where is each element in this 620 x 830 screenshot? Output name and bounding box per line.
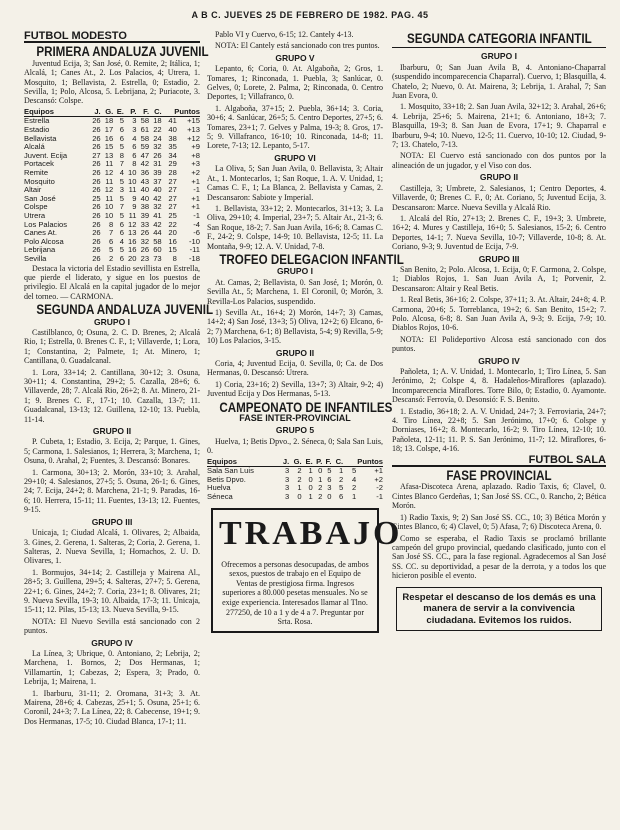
stat-cell: 28	[168, 168, 177, 177]
stat-cell: 16	[128, 245, 137, 255]
team-name-cell: San José	[24, 193, 56, 203]
title-campeonato-de-infantiles: CAMPEONATO DE INFANTILES	[219, 399, 393, 415]
group-heading: GRUPO IV	[91, 637, 133, 648]
stat-cell: +13	[187, 125, 200, 135]
team-name-cell: Canes At.	[24, 228, 57, 238]
stat-cell: 26	[92, 228, 101, 238]
stat-cell: 47	[140, 150, 150, 160]
stat-cell: 35	[168, 142, 177, 152]
stat-cell: 42	[140, 159, 150, 169]
stat-cell: 26	[153, 150, 162, 160]
stat-cell: 12	[128, 219, 137, 229]
stat-cell: 39	[140, 210, 150, 220]
team-name-cell: Colspe	[24, 202, 48, 212]
stat-cell: 37	[153, 176, 162, 186]
stat-cell: 6	[109, 236, 114, 246]
stat-cell: 42	[153, 193, 162, 203]
group-heading: GRUPO I	[277, 266, 313, 277]
group-note: NOTA: El Nuevo Sevilla está sancionado con 2 puntos.	[24, 616, 200, 636]
stat-cell: 3	[119, 185, 124, 195]
stat-cell: +2	[374, 474, 383, 484]
ad-body: Ofrecemos a personas desocupadas, de ambos sexos, puestos de trabajo en el Equipo de Ventas de prestigiosa firma. Ingresos superiores a 80.000 pesetas mensuales. No se exige experiencia. Interesados llamar al Tlno. 277250, de 10 a 1 y de 4 a 7. Preguntar por Srta. Rosa.	[221, 559, 369, 627]
stat-cell: 6	[338, 492, 344, 502]
stat-cell: 15	[104, 142, 114, 152]
stat-cell: 8	[132, 159, 137, 169]
stat-cell: 23	[140, 253, 150, 263]
stat-cell: 41	[168, 116, 177, 126]
stat-cell: 5	[119, 193, 124, 203]
header-cell: F.	[137, 108, 150, 117]
team-name-cell: Alcalá	[24, 142, 45, 152]
team-name-cell: Estrella	[24, 116, 50, 126]
stat-cell: 20	[168, 228, 177, 238]
stat-cell: 10	[128, 168, 137, 177]
group-classification: 1. Real Betis, 36+16; 2. Colspe, 37+11; 3. At. Altair, 24+8; 4. P. Carmona, 20+6; 5. Torreblanca, 19+2; 6. San Benito, 15+2; 7. Polo. Alcosa, 6-8; 8. San Juan Avila A, 9-3; 9. Ecija, 7-9; 10. Diablos Rojos, 10-6.	[392, 295, 606, 333]
stat-cell: 1	[297, 483, 302, 493]
stat-cell: 10	[128, 176, 137, 186]
stat-cell: 5	[109, 245, 114, 255]
stat-cell: 17	[104, 125, 114, 135]
stat-cell: +12	[187, 133, 200, 143]
stat-cell: -18	[189, 253, 200, 263]
stat-cell: 26	[92, 125, 101, 135]
group-classification: 1. Bormujos, 34+14; 2. Castilleja y Mairena Al., 28+5; 3. Guillena, 29+5; 4. Salteras, 27+7; 5. Gerena, 22+1; 6. Gines, 24+2; 7. Coria, 23+1; 8. Olivares, 21; 9. Nueva Sevilla, 19-3; 10. Albaida, 17-3; 11. Unicaja, 15-11; 12. Pilas, 15-13; 13. Nueva Sevilla, 9-15.	[24, 567, 200, 615]
stat-cell: -10	[189, 236, 200, 246]
group-classification: 1. Estadio, 36+18; 2. A. V. Unidad, 24+7; 3. Ferroviaria, 24+7; 4. Tiro Línea, 22+8; 5. San Jerónimo, 17+0; 6. Colspe y Dorniases, 16+2; 8. Montecarlo, 16-2; 9. Tiro Línea, 12-10; 10. Pañoleta, 12-11; 11. P. S. San Jerónimo, 11-7; 12. Miraflores, 6-18; 13. Colspe, 4-16.	[392, 406, 606, 454]
title-segunda-categoria-infantil: SEGUNDA CATEGORIA INFANTIL	[406, 31, 592, 46]
job-advertisement	[211, 508, 403, 633]
stat-cell: 29	[168, 159, 177, 169]
group-heading: GRUPO III	[478, 253, 520, 264]
table-row	[207, 476, 383, 485]
group-results-text: Castilblanco, 0; Osuna, 2. C. D. Brenes, 2; Alcalá Rio, 1; Estrella, 0. Brenes C. F., 1; Villaverde, 1; Lora, 1; Constantina, 2; Palmete, 1; At. Minero, 1; Cantillana, 0. Guadalcanal.	[24, 327, 200, 366]
stat-cell: -1	[376, 492, 383, 502]
header-cell: J.	[88, 108, 101, 117]
stat-cell: 27	[168, 193, 177, 203]
stat-cell: 4	[351, 474, 357, 484]
section-futbol-modesto: FUTBOL MODESTO	[24, 32, 200, 43]
stat-cell: 26	[92, 236, 101, 246]
group-note: NOTA: El Cuervo está sancionado con dos puntos por la alineación de un jugador, y el Viso con dos.	[392, 151, 606, 170]
stat-cell: 32	[140, 236, 150, 246]
header-cell: C.	[331, 458, 343, 467]
stat-cell: 25	[168, 210, 177, 220]
stat-cell: 1	[351, 492, 357, 502]
group-results-text: La Línea, 3; Ubrique, 0. Antoniano, 2; Lebrija, 2; Marchena, 1. Bornos, 2; Dos Hermanas, 1; Villamartín, 1; Cabezas, 2; Espera, 3; Prado, 0. Lebrija, 1; Mairena, 1.	[24, 648, 200, 687]
stat-cell: 0	[297, 492, 302, 502]
stat-cell: 34	[168, 150, 177, 160]
header-cell: G.	[101, 108, 114, 117]
stat-cell: 27	[168, 176, 177, 186]
stat-cell: 26	[92, 245, 101, 255]
stat-cell: 26	[92, 219, 101, 229]
stat-cell: 26	[92, 159, 101, 169]
stat-cell: 42	[153, 219, 162, 229]
team-name-cell: Mosquito	[24, 176, 55, 186]
stat-cell: 10	[104, 202, 114, 212]
group-classification: 1. Carmona, 30+13; 2. Morón, 33+10; 3. Arahal, 29+10; 4. Salesianos, 27+5; 5. Osuna, 26-1; 6. Gines, 24; 7. Ecija, 24+2; 8. Marchena, 21-1; 9. Paradas, 16-6; 10. Herrera, 15-11; 11. Fuentes, 13-13; 12. Fuentes, 9-15.	[24, 467, 200, 515]
group-results-text: San Benito, 2; Polo. Alcosa, 1. Ecija, 0; F. Carmona, 2. Colspe, 1; Diablos Rojos, 1. San Juan Avila A, 1; Porvenir, 2. Descansaron: Altair y Real Betis.	[392, 264, 606, 293]
stat-cell: 40	[153, 185, 162, 195]
team-name-cell: Betis Dpvo.	[207, 474, 246, 484]
stat-cell: 2	[318, 492, 323, 502]
stat-cell: 9	[132, 202, 137, 212]
group-heading: GRUPO III	[91, 516, 133, 527]
group-heading: GRUPO II	[275, 347, 315, 358]
standings-table	[24, 108, 200, 264]
stat-cell: -2	[376, 483, 383, 493]
championship-body	[207, 467, 383, 502]
group-results-text: La Oliva, 5; San Juan Avila, 0. Bellavista, 3; Altair At., 1. Montecarlos, 1; San Roque, 1. A. V. Unidad, 1; Camas C. F., 1; La Blanca, 2. Bellavista y Camas, 2. Descansaron: Sabiote y Imperial.	[207, 164, 383, 202]
stat-cell: 7	[119, 202, 124, 212]
stat-cell: 33	[140, 219, 150, 229]
team-name-cell: Sevilla	[24, 253, 47, 263]
stat-cell: 4	[132, 133, 137, 143]
group-heading: GRUPO V	[275, 52, 315, 63]
group-results-text: Coria, 4; Juventud Ecija, 0. Sevilla, 0; Ca. de Dos Hermanas, 0. Descansó: Utrera.	[207, 359, 383, 378]
stat-cell: 11	[128, 210, 137, 220]
stat-cell: 3	[285, 474, 290, 484]
table-row	[207, 484, 383, 493]
group-results-text: Castilleja, 3; Umbrete, 2. Salesianos, 1; Centro Deportes, 4. Villaverde, 0; Brenes C. F., 0; At. Coriano, 5; Juventud Ecija, 3. Descansaron: Marce. Nueva Sevilla y Alcalá Rio.	[392, 183, 606, 212]
stat-cell: 26	[92, 202, 101, 212]
stat-cell: 25	[92, 193, 101, 203]
stat-cell: 26	[140, 228, 150, 238]
phase-subtitle: FASE INTER-PROVINCIAL	[239, 413, 351, 424]
stat-cell: 60	[153, 245, 162, 255]
stat-cell: +1	[191, 202, 200, 212]
header-cell: Puntos	[343, 458, 383, 467]
championship-standings-table	[207, 458, 383, 502]
stat-cell: 6	[119, 133, 124, 143]
group-heading: GRUPO II	[479, 172, 519, 183]
group-results-text: P. Cubeta, 1; Estadio, 3. Ecija, 2; Parque, 1. Gines, 5; Carmona, 1. Salesianos, 1; Herrera, 3; Marchena, 1; Osuna, 0. Arahal, 2; Fuentes, 3. Descansó: Bonares.	[24, 437, 200, 466]
group-results-text: Pañoleta, 1; A. V. Unidad, 1. Montecarlo, 1; Tiro Línea, 5. San Jerónimo, 2; Colspe 4, 8. Hadaleños-Miraflores (aplazado). Incomparecencia Miraflores. Torre Bilo, 0; Estadio, 0. Ayamonte. Descansó: Ferrovía, 0. Desonsió: F. S. Benito.	[392, 367, 606, 405]
stat-cell: 5	[338, 483, 344, 493]
stat-cell: 58	[153, 236, 162, 246]
stat-cell: 22	[168, 219, 177, 229]
stat-cell: 12	[104, 168, 114, 177]
stat-cell: +15	[187, 116, 200, 126]
stat-cell: 6	[132, 150, 137, 160]
group-heading: GRUPO I	[94, 316, 130, 327]
stat-cell: 16	[128, 236, 137, 246]
stat-cell: 11	[105, 159, 114, 169]
team-name-cell: Estadio	[24, 125, 50, 135]
header-cell: G.	[289, 458, 301, 467]
ad-headline: TRABAJO	[219, 514, 403, 552]
stat-cell: 59	[140, 142, 150, 152]
stat-cell: 73	[153, 253, 162, 263]
stat-cell: 5	[119, 210, 124, 220]
group-results-text: At. Camas, 2; Bellavista, 0. San José, 1; Morón, 0. Sevilla At., 5; Marchena, 1. El Coronil, 0; Morón, 3. Revilla-Los Palacios, suspendido.	[207, 277, 383, 306]
team-name-cell: Huelva	[207, 483, 231, 493]
header-cell: Equipos	[207, 458, 279, 467]
stat-cell: 10	[104, 210, 114, 220]
stat-cell: 13	[104, 150, 114, 160]
stat-cell: 6	[119, 125, 124, 135]
team-name-cell: Lebrijana	[24, 245, 56, 255]
page-header: A B C. JUEVES 25 DE FEBRERO DE 1982. PAG. 45	[191, 10, 429, 20]
group-results-text: Lepanto, 6; Coria, 0. At. Algaboña, 2; Gros, 1. Tomares, 1; Rinconada, 1. Puebla, 3; Sanlúcar, 0. Gelves, 0; Lorete, 2. Palma, 2; Rinconada, 0. Centro Deportes, 1; Villafranco, 0.	[207, 64, 383, 102]
stat-cell: +1	[191, 193, 200, 203]
stat-cell: 61	[140, 125, 150, 135]
stat-cell: 12	[104, 185, 114, 195]
stat-cell: 1	[338, 466, 344, 476]
group-results-text: Huelva, 1; Betis Dpvo., 2. Séneca, 0; Sala San Luis, 0.	[207, 436, 383, 456]
group-classification: 1. Algaboña, 37+15; 2. Puebla, 36+14; 3. Coria, 30+6; 4. Sanlúcar, 26+5; 5. Centro Deportes, 27+5; 6. Tomares, 23+1; 7. Gelves y Palma, 19-3; 8. Gros, 17-5; 9. Villafranco, 16-10; 10. Rinconada, 14-8; 11. Lorete, 7-13; 12. Lepanto, 5-17.	[207, 103, 383, 151]
header-cell: J.	[279, 458, 289, 467]
stat-cell: 26	[92, 185, 101, 195]
divider	[392, 47, 606, 48]
team-name-cell: Polo Alcosa	[24, 236, 64, 246]
stat-cell: 26	[92, 176, 101, 186]
stat-cell: 1	[308, 466, 313, 476]
stat-cell: 5	[119, 116, 124, 126]
stat-cell: 16	[104, 133, 114, 143]
group-classification: 1) Coria, 23+16; 2) Sevilla, 13+7; 3) Altair, 9-2; 4) Juventud Ecija y Dos Hermanas, 5-13.	[207, 379, 383, 399]
stat-cell: -1	[193, 210, 200, 220]
stat-cell: +9	[191, 142, 200, 152]
stat-cell: 38	[140, 202, 150, 212]
team-name-cell: Los Palacios	[24, 219, 68, 229]
table-row	[24, 255, 200, 264]
stat-cell: 11	[105, 176, 114, 186]
stat-cell: 2	[297, 466, 302, 476]
group-classification: 1. Ibarburu, 31-11; 2. Oromana, 31+3; 3. At. Mairena, 28+6; 4. Cabezas, 25+1; 5. Osuna, 25+1; 6. Coronil, 24+3; 7. La Línea, 22; 8. Cabecense, 19+1; 9. Dos Hermanas, 17-5; 10. Ciudad Blanca, 17-1; 11.	[24, 688, 200, 726]
stat-cell: 58	[140, 133, 150, 143]
sala-classification: 1) Radio Taxis, 9; 2) San José SS. CC., 10; 3) Bética Morón y Cintes Blanco, 6; 4) Clavel, 0; 5) Afasa, 7; 6) Discoteca Arena, 0.	[392, 512, 606, 532]
header-cell: Equipos	[24, 108, 88, 117]
header-cell: Puntos	[162, 108, 200, 117]
stat-cell: 26	[92, 253, 101, 263]
stat-cell: 20	[128, 253, 137, 263]
team-name-cell: Bellavista	[24, 133, 57, 143]
stat-cell: 5	[119, 176, 124, 186]
sala-results-text: Afasa-Discoteca Arena, aplazado. Radio Taxis, 6; Clavel, 0. Cintes Blanco Gerdeñas, 1; San José SS. CC., 0. Rancho, 2; Bética Morón.	[392, 482, 606, 511]
group-classification: 1. Bellavista, 33+12; 2. Montecarlos, 31+13; 3. La Oliva, 29+10; 4. Imperial, 23+7; 5. Altair At., 21-3; 6. San Roque, 18-2; 7. San Juan Avila, 16-6; 8. Camas C. F., 24-2; 9. Colspe, 14-9; 10. Bellavista, 12-5; 11. La Montaña, 9-9; 12. A. V. Unidad, 7-8.	[207, 203, 383, 251]
stat-cell: 5	[351, 466, 357, 476]
header-cell: E.	[113, 108, 124, 117]
stat-cell: 3	[132, 125, 137, 135]
stat-cell: 22	[153, 125, 162, 135]
group-heading: GRUPO 5	[275, 425, 315, 436]
header-cell: F.	[322, 458, 331, 467]
stat-cell: 6	[119, 253, 124, 263]
stat-cell: 27	[168, 202, 177, 212]
stat-cell: 43	[140, 176, 150, 186]
stat-cell: 18	[153, 116, 162, 126]
stat-cell: 4	[119, 236, 124, 246]
stat-cell: 6	[119, 219, 124, 229]
stat-cell: 9	[132, 193, 137, 203]
stat-cell: +3	[191, 159, 200, 169]
stat-cell: 2	[318, 483, 323, 493]
stat-cell: 40	[168, 125, 177, 135]
header-cell: P.	[313, 458, 323, 467]
team-name-cell: Portacek	[24, 159, 54, 169]
stat-cell: 27	[168, 185, 177, 195]
stat-cell: 2	[297, 474, 302, 484]
title-trofeo-delegacion-infantil: TROFEO DELEGACION INFANTIL	[219, 251, 404, 267]
stat-cell: 5	[327, 466, 332, 476]
group-heading: GRUPO II	[92, 426, 132, 437]
team-name-cell: Séneca	[207, 492, 233, 502]
stat-cell: 27	[92, 150, 101, 160]
stat-cell: 32	[153, 202, 162, 212]
stat-cell: +1	[191, 176, 200, 186]
stat-cell: 26	[92, 133, 101, 143]
stat-cell: 3	[327, 483, 332, 493]
column-3	[392, 30, 606, 824]
group-classification: 1. Alcalá del Río, 27+13; 2. Brenes C. F., 19+3; 3. Umbrete, 16+2; 4. Mures y Castilleja, 16+0; 5. Salesianos, 15-2; 6. Centro Deportes, 14-1; 7. Nueva Sevilla, 10-7; Villaverde, 10-8; 8. At. Coriano, 9-3; 9. Juventud de Ecija, 7-9.	[392, 213, 606, 252]
stat-cell: 31	[153, 159, 162, 169]
stat-cell: 26	[92, 142, 101, 152]
group-results-text: Unicaja, 1; Ciudad Alcalá, 1. Olivares, 2; Albaida, 3. Gines, 2. Gerena, 1. Salteras, 2; Coria, 2. Gerena, 1. Salteras, 2. Nueva Sevilla, 1; Hornachos, 2. U. D. Olivares, 1.	[24, 528, 200, 566]
header-cell: C.	[149, 108, 162, 117]
stat-cell: 2	[351, 483, 357, 493]
stat-cell: 7	[109, 228, 114, 238]
group-classification: 1. Mosquito, 33+18; 2. San Juan Avila, 32+12; 3. Arahal, 26+6; 4. Lebrija, 25+6; 5. Mairena, 21+1; 6. Antoniano, 18+3; 7. Blasquilla, 19-3; 8. San Juan de Evora, 17+1; 9. Chaparral e Ibarburu, 9-4; 10. Nuevo, 12-5; 11. Cuervo, 10-10; 12. Ciudad, 9-7; 13. Chatelo, 7-13.	[392, 102, 606, 150]
stat-cell: 39	[153, 168, 162, 177]
stat-cell: +1	[374, 466, 383, 476]
stat-cell: -11	[189, 245, 200, 255]
stat-cell: 32	[153, 142, 162, 152]
stat-cell: 7	[119, 159, 124, 169]
stat-cell: 2	[338, 474, 344, 484]
team-name-cell: Remite	[24, 168, 49, 177]
stat-cell: 6	[132, 142, 137, 152]
standings-body	[24, 117, 200, 264]
title-primera-andaluza-juvenil: PRIMERA ANDALUZA JUVENIL	[36, 44, 209, 60]
stat-cell: -1	[193, 185, 200, 195]
stat-cell: 40	[140, 193, 150, 203]
team-name-cell: Sala San Luis	[207, 466, 254, 476]
stat-cell: 38	[168, 133, 177, 143]
stat-cell: 58	[140, 116, 150, 126]
stat-cell: 11	[128, 185, 137, 195]
standings-note: Destaca la victoria del Estadio sevillista en Estrella, que pierde el liderato, y sigue en los puestos de privilegio. El Alcalá en la capital jugador de lo mejor del torneo. — CARMONA.	[24, 263, 200, 301]
team-name-cell: Utrera	[24, 210, 46, 220]
public-notice-box: Respetar el descanso de los demás es una manera de servir a la convivencia ciudadana. Evitemos los ruidos.	[396, 587, 602, 632]
stat-cell: 26	[140, 245, 150, 255]
group-note: NOTA: El Polideportivo Alcosa está sancionado con dos puntos.	[392, 334, 606, 354]
group-results-text: Ibarburu, 0; San Juan Avila B, 4. Antoniano-Chaparral (suspendido incomparecencia Chaparral). Cuervo, 1; Blasquilla, 4. Chatelo, 2; Nuevo, 0. At. Mairena, 3; Lebrija, 1. Arahal, 7; San Juan Evora, 0.	[392, 62, 606, 101]
column-2	[207, 30, 404, 824]
stat-cell: -6	[193, 228, 200, 238]
header-cell: E.	[302, 458, 313, 467]
stat-cell: 2	[109, 253, 114, 263]
stat-cell: +2	[191, 168, 200, 177]
stat-cell: 5	[119, 142, 124, 152]
stat-cell: 4	[119, 168, 124, 177]
title-fase-provincial: FASE PROVINCIAL	[446, 468, 552, 484]
stat-cell: 3	[285, 492, 290, 502]
stat-cell: 3	[132, 116, 137, 126]
stat-cell: 0	[327, 492, 332, 502]
stat-cell: 6	[119, 228, 124, 238]
stat-cell: 8	[109, 219, 114, 229]
stat-cell: 13	[128, 228, 137, 238]
stat-cell: 0	[308, 474, 313, 484]
stat-cell: 15	[168, 245, 177, 255]
stat-cell: 18	[104, 116, 114, 126]
column-1	[24, 30, 214, 824]
stat-cell: 11	[105, 193, 114, 203]
team-name-cell: Juvent. Ecija	[24, 150, 68, 160]
section-futbol-sala: FUTBOL SALA	[392, 456, 606, 467]
group-classification: 1. Lora, 33+14; 2. Cantillana, 30+12; 3. Osuna, 30+11; 4. Constantina, 29+2; 5. Cazalla, 28+6; 6. Villaverde, 28; 7. Alcalá Rio, 26+2; 8. At. Minero, 21-1; 9. Brenes C. F., 17-1; 10. Cazalla, 13-7; 11. Guadalcanal, 13-13; 12. Guillena, 12-10; 13. Puebla, 11-14.	[24, 367, 200, 424]
team-name-cell: Altair	[24, 185, 42, 195]
stat-cell: 3	[285, 483, 290, 493]
stat-cell: 0	[318, 466, 323, 476]
stat-cell: 1	[308, 492, 313, 502]
group-heading: GRUPO IV	[478, 355, 520, 366]
stat-cell: -4	[193, 219, 200, 229]
stat-cell: 24	[153, 133, 162, 143]
stat-cell: +8	[191, 150, 200, 160]
stat-cell: 26	[92, 210, 101, 220]
stat-cell: 1	[318, 474, 323, 484]
header-cell: P.	[124, 108, 137, 117]
stat-cell: 40	[140, 185, 150, 195]
group-heading: GRUPO VI	[274, 152, 316, 163]
continued-note: NOTA: El Cantely está sancionado con tres puntos.	[215, 41, 380, 51]
sala-note: Como se esperaba, el Radio Taxis se proclamó brillante campeón del grupo provincial, quedando clasificado, junto con el San José SS. CC., para la fase regional. Agradecemos al San José SS. CC. su deportividad, a pesar de la derrota, y a todos los que hicieron posible el evento.	[392, 533, 606, 581]
group-classification: 1) Sevilla At., 16+4; 2) Morón, 14+7; 3) Camas, 14+2; 4) San José, 13+3; 5) Oliva, 12+2; 6) Elcano, 6-2; 7) Marchena, 6-1; 8) Bellavista, 5-4; 9) Revilla, 5-9; 10) Los Palacios, 3-15.	[207, 307, 383, 346]
group-heading: GRUPO I	[481, 51, 517, 62]
stat-cell: 36	[140, 168, 150, 177]
stat-cell: 44	[153, 228, 162, 238]
title-segunda-andaluza-juvenil: SEGUNDA ANDALUZA JUVENIL	[36, 302, 214, 318]
stat-cell: 41	[153, 210, 162, 220]
stat-cell: 0	[308, 483, 313, 493]
stat-cell: 6	[327, 474, 332, 484]
stat-cell: 26	[92, 116, 101, 126]
stat-cell: 16	[168, 236, 177, 246]
stat-cell: 8	[119, 150, 124, 160]
stat-cell: 26	[92, 168, 101, 177]
continued-text: Pablo VI y Cuervo, 6-15; 12. Cantely 4-13.	[215, 30, 354, 39]
table-row	[207, 493, 383, 502]
stat-cell: 3	[285, 466, 290, 476]
stat-cell: 8	[172, 253, 177, 263]
results-paragraph: Juventud Ecija, 3; San José, 0. Remite, 2; Itálica, 1; Alcalá, 1; Canes At., 2. Los Palacios, 4; Utrera, 1. Mosquito, 1; Bellavista, 2. Estrella, 0; Estadio, 2. Sevilla, 1; Polo, Alcosa, 5. Lebrijana, 2; Puriacote, 3. Descansó: Colspe.	[24, 58, 200, 106]
stat-cell: 5	[119, 245, 124, 255]
